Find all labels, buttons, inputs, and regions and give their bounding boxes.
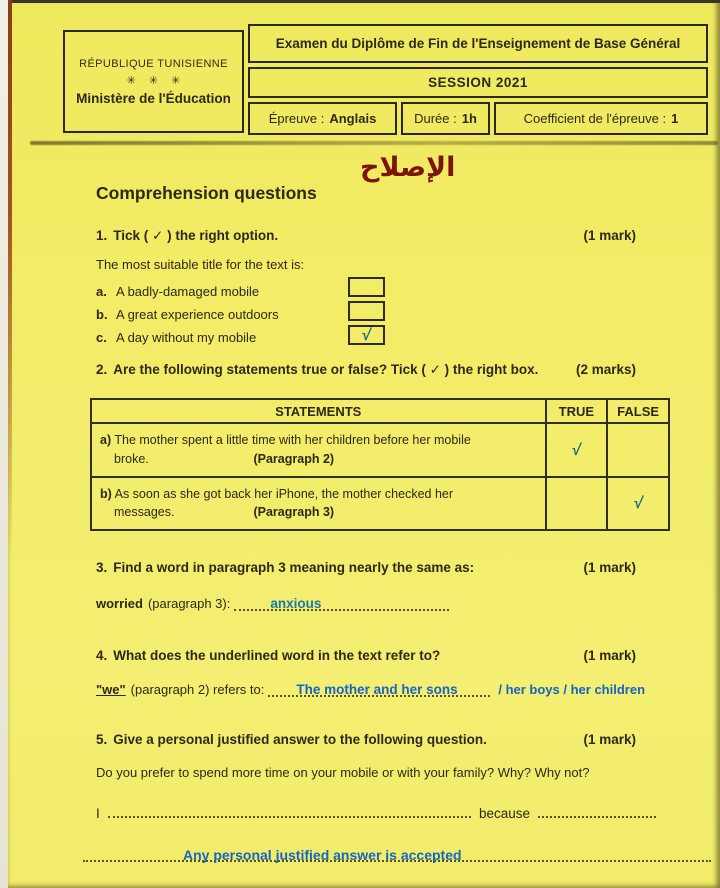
republic-label: RÉPUBLIQUE TUNISIENNE (79, 57, 228, 70)
statement-b-paragraph: (Paragraph 3) (253, 505, 335, 520)
accepted-answer-note: Any personal justified answer is accepted (183, 847, 462, 863)
table-row (91, 423, 669, 477)
dotted-fill (538, 816, 656, 818)
row-b-false-cell[interactable] (607, 477, 669, 531)
option-c (96, 326, 516, 349)
q3-answer: anxious (270, 596, 322, 611)
statement-a-label: a) (100, 433, 112, 447)
q5-question (96, 765, 681, 780)
coefficient-label: Coefficient de l'épreuve : (523, 111, 667, 126)
option-c-checkbox[interactable] (348, 325, 385, 345)
q1-marks: (1 mark) (583, 228, 636, 243)
header-ministry-box (63, 30, 244, 133)
statement-a-line1: The mother spent a little time with her children before her mobile (114, 433, 471, 447)
q5-prompt-row (96, 732, 636, 747)
table-row (91, 477, 669, 531)
q3-marks: (1 mark) (583, 560, 636, 575)
q2-prompt: Are the following statements true or false? Tick ( ✓ ) the right box. (113, 362, 539, 377)
q3-word-rest: (paragraph 3): (147, 596, 231, 611)
option-a-label: A badly-damaged mobile (116, 284, 260, 299)
q1-intro: The most suitable title for the text is: (96, 257, 305, 272)
q3-word: worried (96, 596, 143, 611)
q4-answer-line (96, 682, 666, 697)
q2-prompt-row (96, 362, 636, 378)
subject-label: Épreuve : (268, 111, 325, 126)
q3-answer-line (96, 596, 636, 611)
q5-line-mid: because (478, 806, 530, 821)
true-false-table (90, 398, 670, 531)
checkmark-icon: √ (632, 495, 644, 513)
coefficient-value: 1 (671, 111, 679, 126)
q5-prompt: Give a personal justified answer to the following question. (113, 732, 487, 747)
ministry-label: Ministère de l'Éducation (76, 90, 231, 106)
q1-prompt-row (96, 228, 636, 244)
paper-crease (30, 141, 718, 145)
section-title: Comprehension questions (96, 183, 317, 203)
exam-title: Examen du Diplôme de Fin de l'Enseignement de Base Général (275, 36, 681, 51)
q4-prompt: What does the underlined word in the text refer to? (113, 648, 441, 663)
q3-prompt: Find a word in paragraph 3 meaning nearly the same as: (113, 560, 475, 575)
option-b-checkbox[interactable] (348, 301, 385, 321)
q5-line-start: I (96, 806, 100, 821)
q5-marks: (1 mark) (583, 732, 636, 747)
q3-number: 3. (96, 560, 108, 575)
true-header: TRUE (546, 399, 608, 423)
statement-b (91, 477, 546, 531)
subject-value: Anglais (329, 111, 377, 126)
q4-answer-alternatives: / her boys / her children (498, 682, 646, 697)
duration-value: 1h (461, 111, 477, 126)
option-c-label: A day without my mobile (116, 330, 257, 345)
statement-b-line1: As soon as she got back her iPhone, the mother checked her (114, 486, 454, 501)
session-label: SESSION 2021 (428, 75, 528, 90)
q1-number: 1. (96, 228, 108, 243)
q4-number: 4. (96, 648, 108, 663)
q4-prompt-row (96, 648, 636, 663)
q4-marks: (1 mark) (583, 648, 636, 663)
checkmark-icon: √ (360, 327, 373, 344)
q2-marks: (2 marks) (575, 362, 636, 377)
q5-number: 5. (96, 732, 108, 747)
false-header: FALSE (607, 399, 669, 423)
q4-ref-rest: (paragraph 2) refers to: (130, 682, 265, 697)
q5-question-text: Do you prefer to spend more time on your mobile or with your family? Why? Why not? (96, 765, 590, 780)
option-a (96, 280, 516, 303)
q5-answer-line[interactable] (96, 806, 656, 821)
duration-box (401, 102, 490, 135)
statement-a (91, 423, 546, 477)
checkmark-icon: √ (570, 441, 583, 459)
exam-title-box (248, 24, 708, 63)
q4-ref-word: "we" (96, 682, 126, 697)
session-box (248, 67, 708, 98)
q5-answer-line-2[interactable] (83, 838, 711, 862)
option-b-label: A great experience outdoors (116, 307, 279, 322)
stars-ornament: ✳ ✳ ✳ (126, 74, 186, 87)
q3-prompt-row (96, 560, 636, 575)
q1-prompt: Tick ( ✓ ) the right option. (113, 228, 279, 243)
coefficient-box (494, 102, 708, 135)
q4-answer: The mother and her sons (296, 682, 458, 697)
row-b-true-cell[interactable] (546, 477, 608, 531)
option-a-checkbox[interactable] (348, 277, 385, 297)
option-c-letter: c. (96, 330, 107, 345)
dotted-fill (108, 816, 471, 818)
scan-edge-fold-line (8, 0, 12, 560)
q1-options (96, 280, 516, 349)
option-b-letter: b. (96, 307, 108, 322)
statement-a-paragraph: (Paragraph 2) (253, 451, 335, 466)
option-a-letter: a. (96, 284, 107, 299)
scan-edge-left (0, 0, 8, 888)
q4-dotted-line[interactable] (268, 682, 490, 697)
option-b (96, 303, 516, 326)
subject-box (248, 102, 397, 135)
duration-label: Durée : (414, 111, 457, 126)
scanned-exam-page (8, 0, 720, 888)
statement-a-line2: broke. (114, 451, 149, 466)
q2-number: 2. (96, 362, 108, 377)
row-a-true-cell[interactable] (546, 423, 608, 477)
row-a-false-cell[interactable] (607, 423, 669, 477)
correction-stamp-arabic: الإصلاح (360, 152, 456, 182)
statement-b-line2: messages. (114, 505, 175, 520)
table-header-row (91, 399, 669, 423)
statements-header: STATEMENTS (91, 399, 546, 423)
q3-dotted-line[interactable] (234, 596, 449, 611)
statement-b-label: b) (100, 486, 112, 501)
